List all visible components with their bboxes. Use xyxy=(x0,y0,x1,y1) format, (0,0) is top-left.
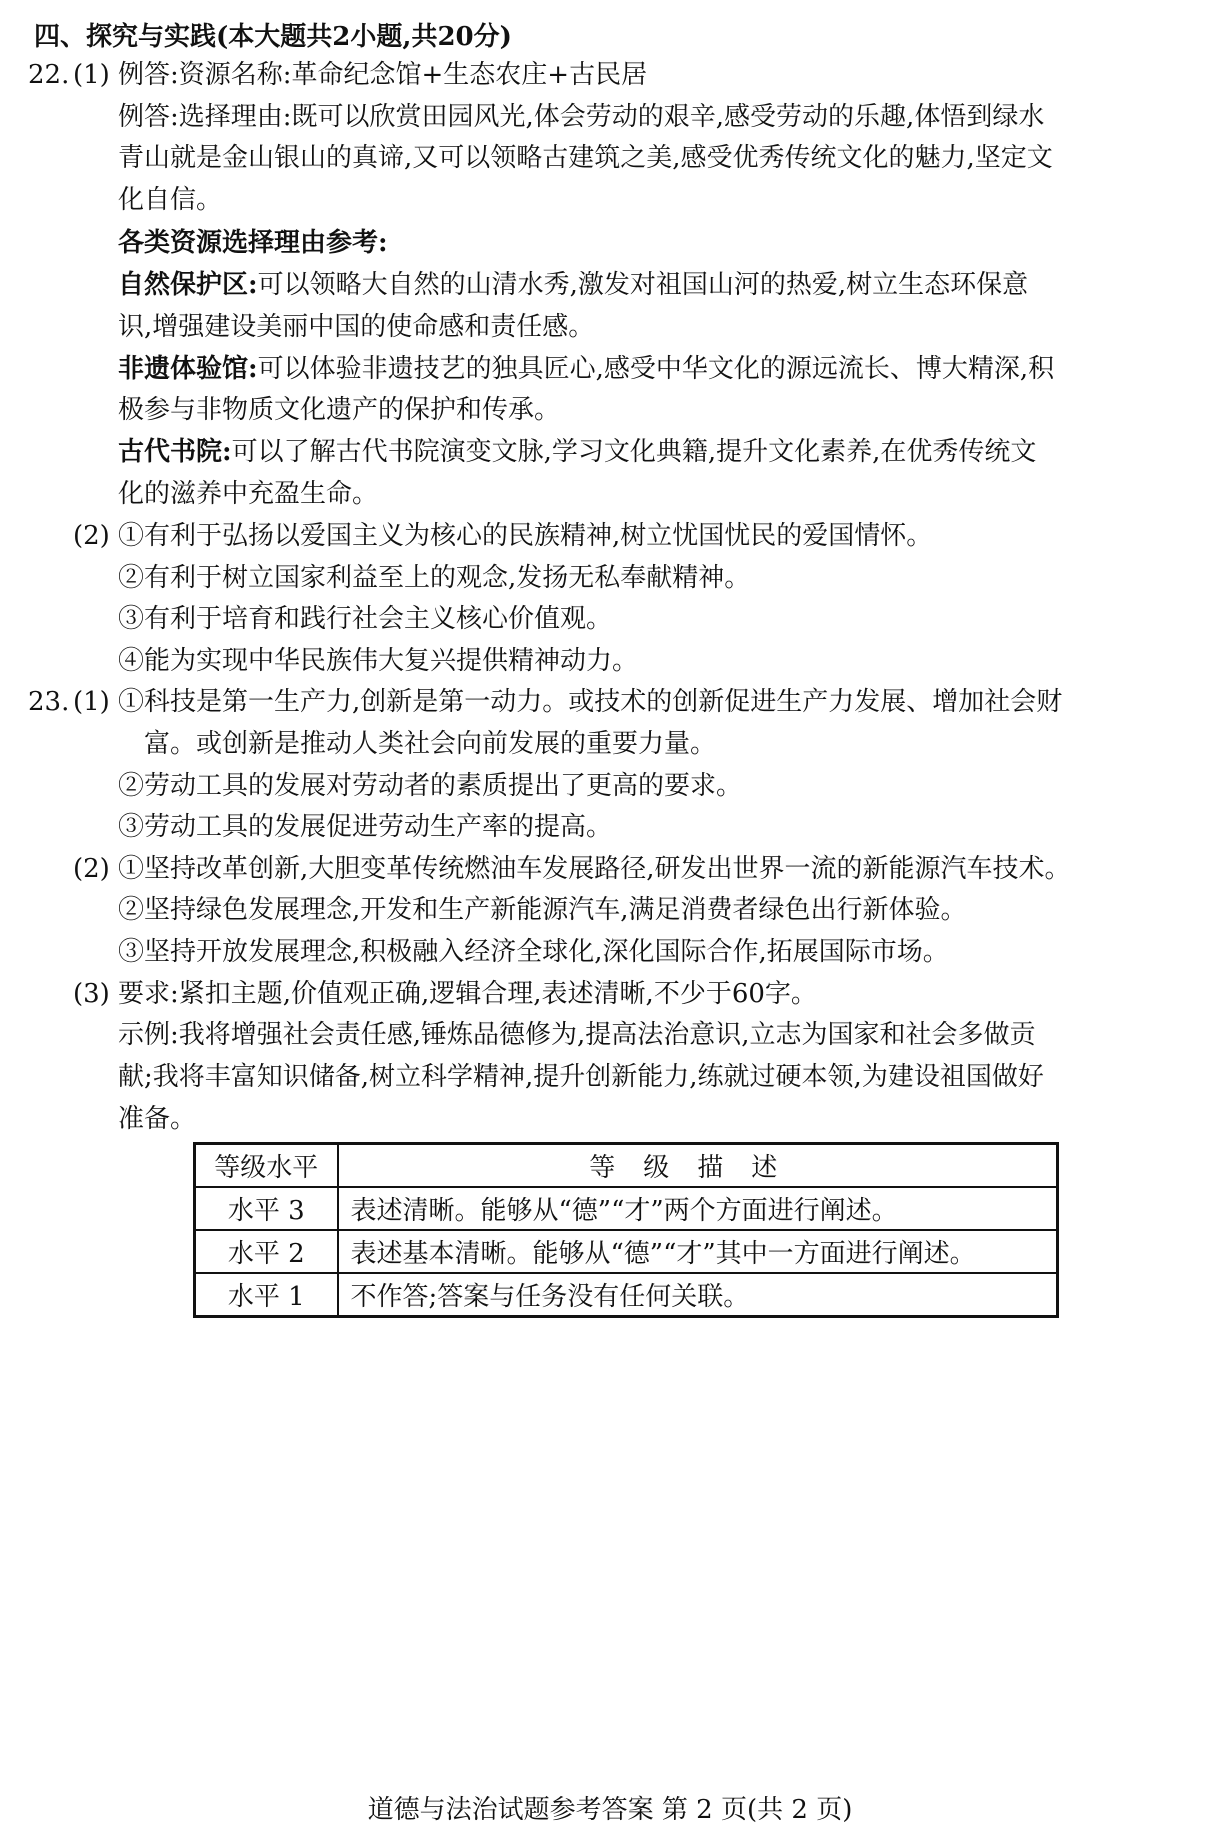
q23-part1-label: (1) xyxy=(73,687,110,717)
ref-text: 化的滋养中充盈生命。 xyxy=(118,479,379,509)
section-title: 四、探究与实践(本大题共2小题,共20分) xyxy=(34,22,512,52)
q22-reason-line: 青山就是金山银山的真谛,又可以领略古建筑之美,感受优秀传统文化的魅力,坚定文 xyxy=(118,143,1053,173)
page-footer: 道德与法治试题参考答案 第 2 页(共 2 页) xyxy=(367,1795,853,1825)
ref-nature-reserve xyxy=(118,268,1028,302)
header-level: 等级水平 xyxy=(195,1144,338,1188)
q23-part1-item: 富。或创新是推动人类社会向前发展的重要力量。 xyxy=(144,729,717,759)
q22-part1-answer: 例答:资源名称:革命纪念馆+生态农庄+古民居 xyxy=(118,60,648,90)
ref-text: 可以体验非遗技艺的独具匠心,感受中华文化的源远流长、博大精深,积 xyxy=(257,354,1055,384)
q22-part1-label: (1) xyxy=(73,60,110,90)
q23-example-line: 示例:我将增强社会责任感,锤炼品德修为,提高法治意识,立志为国家和社会多做贡 xyxy=(118,1020,1036,1050)
q23-part2-label: (2) xyxy=(73,854,110,884)
ref-text: 极参与非物质文化遗产的保护和传承。 xyxy=(118,395,561,425)
table-row xyxy=(195,1273,1058,1317)
q23-number: 23. xyxy=(28,687,70,717)
table-row xyxy=(195,1187,1058,1230)
q22-part2-label: (2) xyxy=(73,521,110,551)
q22-reason-line: 化自信。 xyxy=(118,185,223,215)
description-cell: 表述清晰。能够从“德”“才”两个方面进行阐述。 xyxy=(338,1187,1058,1230)
q23-part1-item: ③劳动工具的发展促进劳动生产率的提高。 xyxy=(118,812,613,842)
q22-part2-item: ②有利于树立国家利益至上的观念,发扬无私奉献精神。 xyxy=(118,563,751,593)
ref-text: 可以领略大自然的山清水秀,激发对祖国山河的热爱,树立生态环保意 xyxy=(257,270,1029,300)
ref-name: 古代书院: xyxy=(118,437,232,467)
q23-part2-item: ③坚持开放发展理念,积极融入经济全球化,深化国际合作,拓展国际市场。 xyxy=(118,937,949,967)
level-cell: 水平 2 xyxy=(195,1230,338,1273)
table-header-row xyxy=(195,1144,1058,1188)
description-cell: 表述基本清晰。能够从“德”“才”其中一方面进行阐述。 xyxy=(338,1230,1058,1273)
q22-number: 22. xyxy=(28,60,70,90)
ref-ancient-academy xyxy=(118,435,1036,469)
reference-title: 各类资源选择理由参考: xyxy=(118,228,388,258)
header-description: 等级描述 xyxy=(338,1144,1058,1188)
ref-name: 非遗体验馆: xyxy=(118,354,258,384)
ref-text: 可以了解古代书院演变文脉,学习文化典籍,提升文化素养,在优秀传统文 xyxy=(231,437,1037,467)
q23-part3-label: (3) xyxy=(73,979,110,1009)
q22-part2-item: ①有利于弘扬以爱国主义为核心的民族精神,树立忧国忧民的爱国情怀。 xyxy=(118,521,933,551)
q23-part2-item: ①坚持改革创新,大胆变革传统燃油车发展路径,研发出世界一流的新能源汽车技术。 xyxy=(118,854,1071,884)
q23-example-line: 准备。 xyxy=(118,1104,197,1134)
ref-heritage-hall xyxy=(118,352,1054,386)
q23-part2-item: ②坚持绿色发展理念,开发和生产新能源汽车,满足消费者绿色出行新体验。 xyxy=(118,895,967,925)
ref-text: 识,增强建设美丽中国的使命感和责任感。 xyxy=(118,312,595,342)
q23-part1-item: ①科技是第一生产力,创新是第一动力。或技术的创新促进生产力发展、增加社会财 xyxy=(118,687,1063,717)
q22-part2-item: ③有利于培育和践行社会主义核心价值观。 xyxy=(118,604,613,634)
q23-example-line: 献;我将丰富知识储备,树立科学精神,提升创新能力,练就过硬本领,为建设祖国做好 xyxy=(118,1062,1044,1092)
q23-part1-item: ②劳动工具的发展对劳动者的素质提出了更高的要求。 xyxy=(118,771,743,801)
grading-table xyxy=(193,1142,1059,1318)
level-cell: 水平 3 xyxy=(195,1187,338,1230)
q22-reason-line: 例答:选择理由:既可以欣赏田园风光,体会劳动的艰辛,感受劳动的乐趣,体悟到绿水 xyxy=(118,102,1045,132)
ref-name: 自然保护区: xyxy=(118,270,258,300)
q23-requirement: 要求:紧扣主题,价值观正确,逻辑合理,表述清晰,不少于60字。 xyxy=(118,979,817,1009)
description-cell: 不作答;答案与任务没有任何关联。 xyxy=(338,1273,1058,1317)
q22-part2-item: ④能为实现中华民族伟大复兴提供精神动力。 xyxy=(118,646,639,676)
level-cell: 水平 1 xyxy=(195,1273,338,1317)
table-row xyxy=(195,1230,1058,1273)
